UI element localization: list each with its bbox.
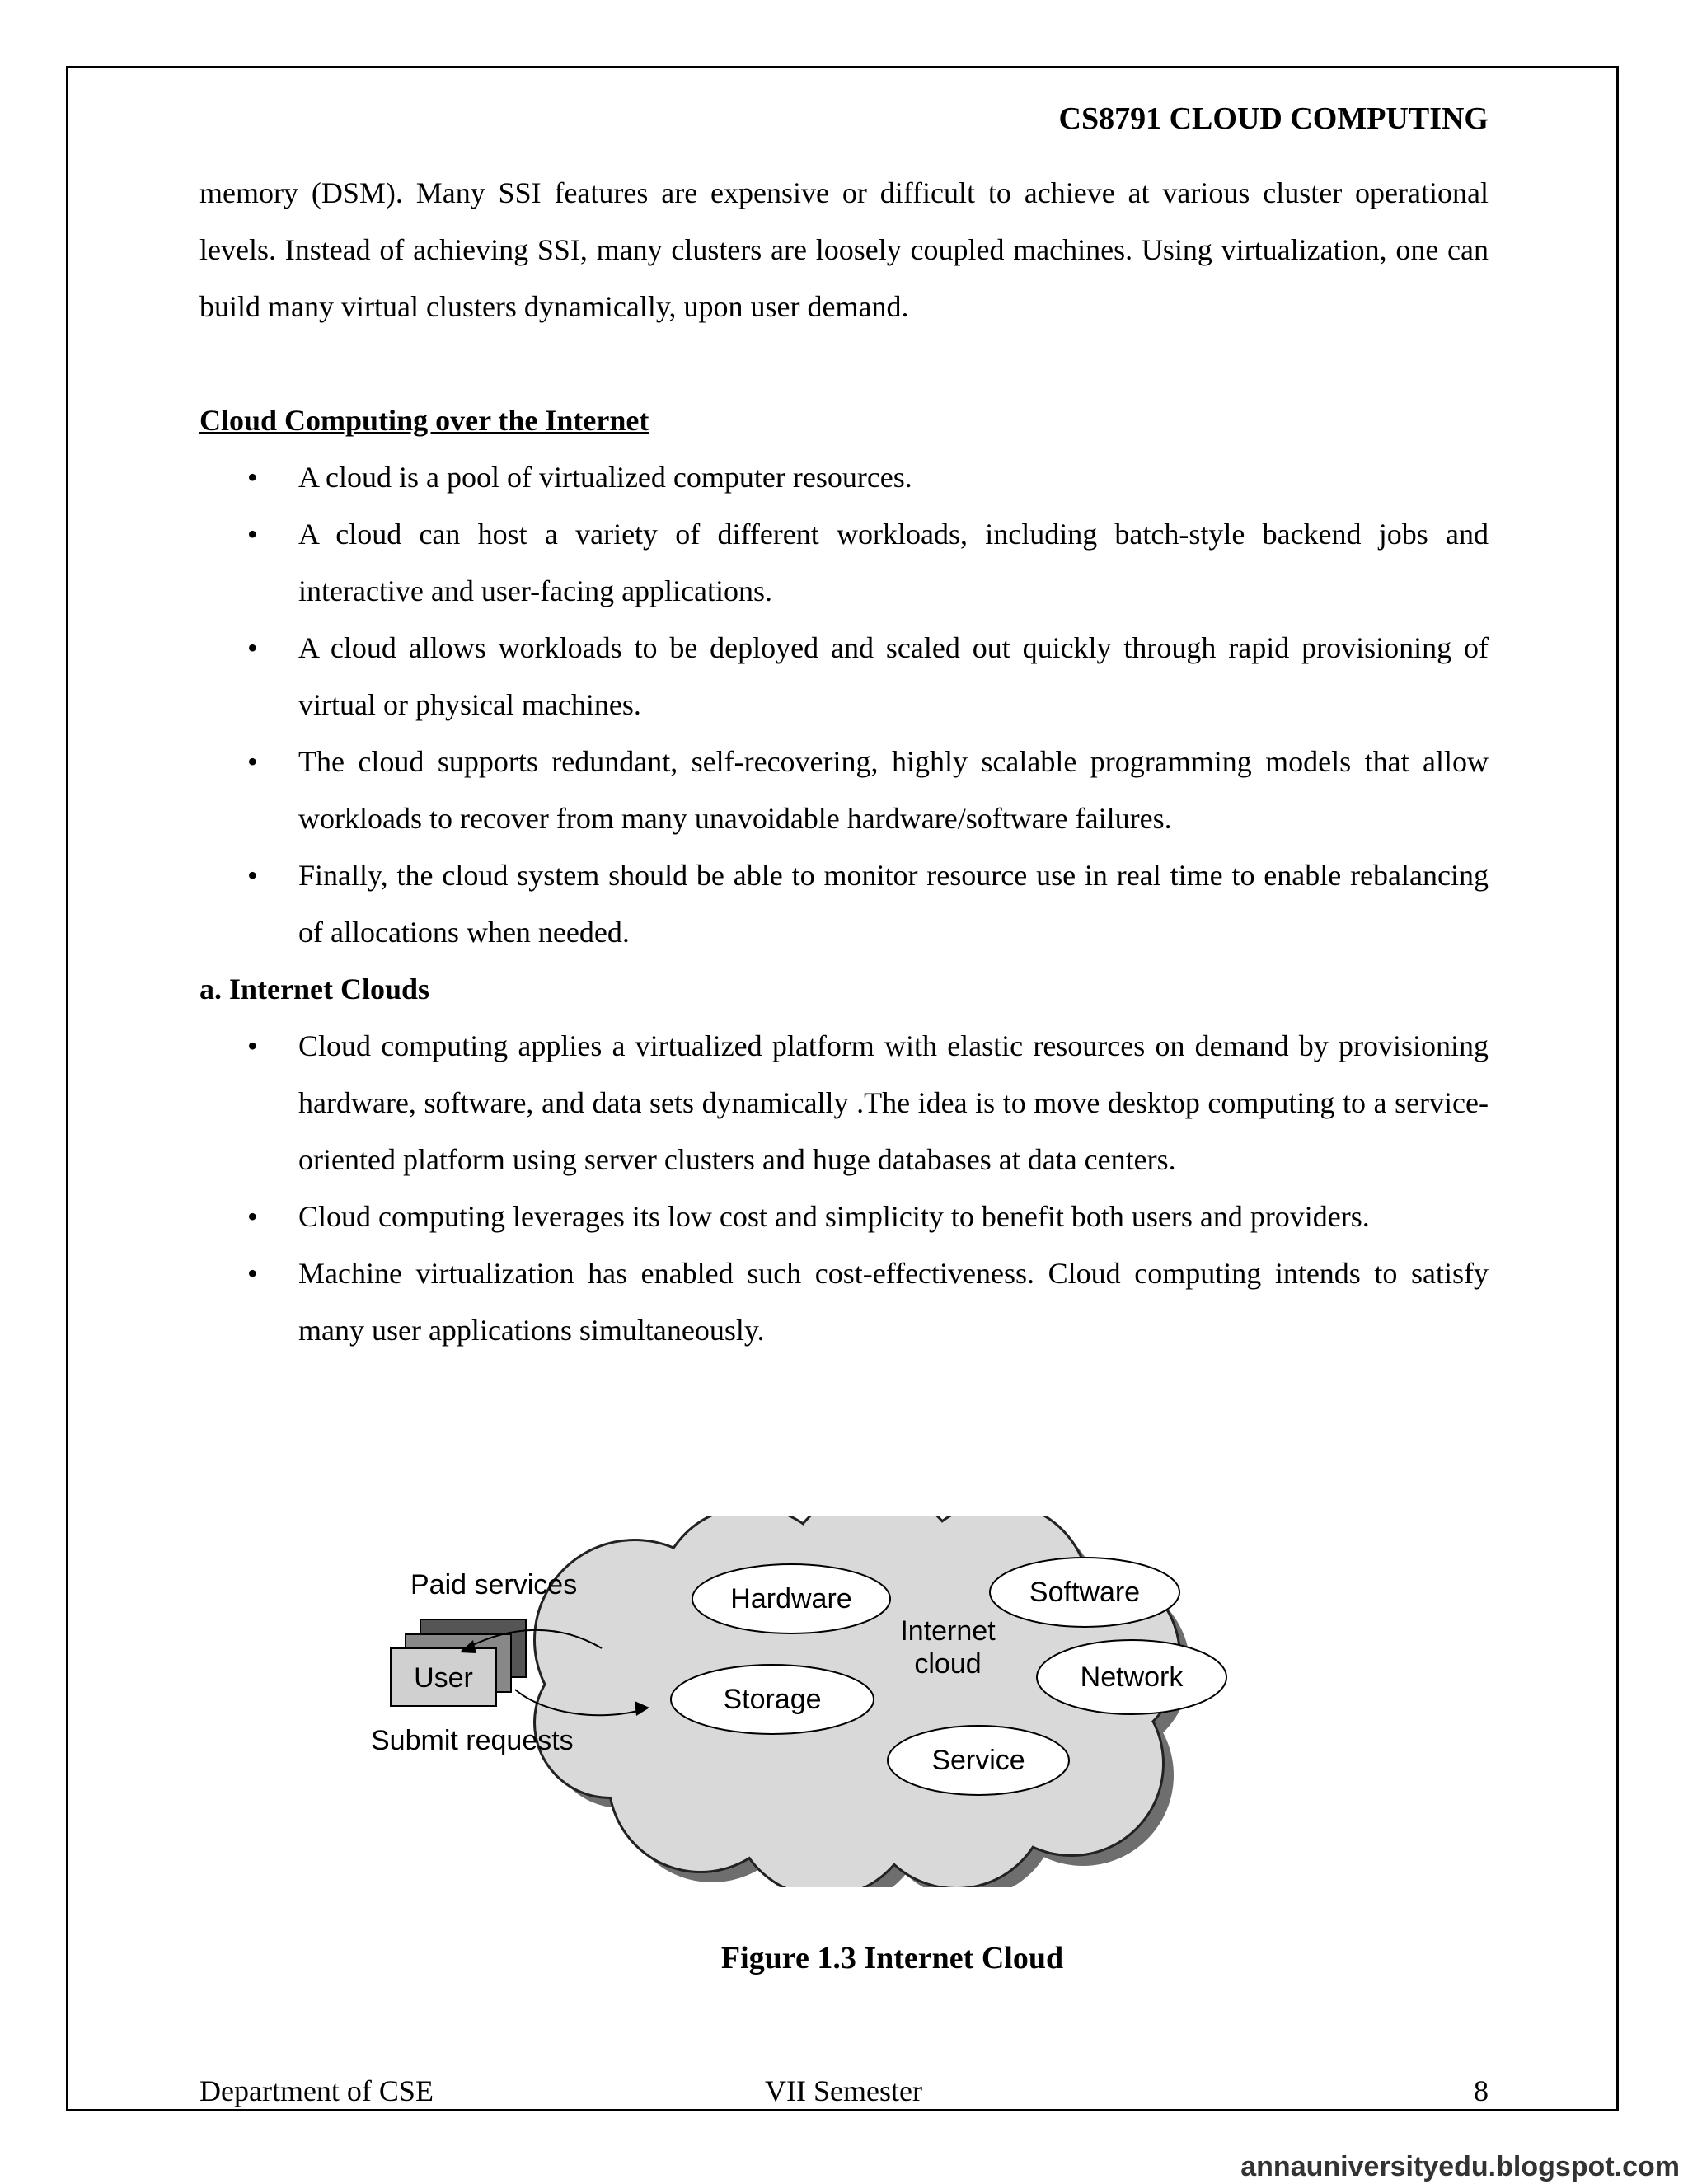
list-item: • Machine virtualization has enabled such cost-effectiveness. Cloud computing intends to satisfy many user applications simultaneously. [199, 1245, 1489, 1359]
submit-requests-label: Submit requests [371, 1725, 574, 1756]
network-label: Network [1080, 1661, 1184, 1693]
list-item: • Cloud computing leverages its low cost and simplicity to benefit both users and providers. [199, 1188, 1489, 1245]
list-item: • The cloud supports redundant, self-recovering, highly scalable programming models that allow workloads to recover from many unavoidable hardware/software failures. [199, 733, 1489, 847]
figure-caption: Figure 1.3 Internet Cloud [720, 1941, 1064, 1975]
user-label: User [414, 1662, 473, 1694]
bullet-symbol: • [247, 631, 258, 664]
hardware-label: Hardware [730, 1583, 852, 1615]
list-item: • A cloud is a pool of virtualized computer resources. [199, 449, 1489, 506]
internet-cloud-label-line2: cloud [914, 1648, 982, 1680]
service-label: Service [931, 1745, 1025, 1776]
list-item: • A cloud can host a variety of different workloads, including batch-style backend jobs and interactive and user-facing applications. [199, 506, 1489, 620]
main-content [199, 165, 1489, 1359]
software-node [990, 1558, 1179, 1627]
list-item: • A cloud allows workloads to be deployed and scaled out quickly through rapid provisioning of virtual or physical machines. [199, 620, 1489, 733]
intro-paragraph: memory (DSM). Many SSI features are expensive or difficult to achieve at various cluster operational levels. Instead of achieving SSI, many clusters are loosely coupled machines. Using virtualization, one can build many virtual clusters dynamically, upon user demand. [199, 176, 1489, 323]
list-item: • Finally, the cloud system should be able to monitor resource use in real time to enable rebalancing of allocations when needed. [199, 847, 1489, 961]
software-label: Software [1029, 1577, 1141, 1608]
watermark-url: annauniversityedu.blogspot.com [1240, 2151, 1680, 2182]
bullet-symbol: • [247, 1029, 258, 1062]
paid-services-label: Paid services [410, 1569, 578, 1601]
storage-node [671, 1665, 874, 1734]
bullet-symbol: • [247, 1257, 258, 1290]
bullet-symbol: • [247, 461, 258, 494]
section1-bullet-list [199, 449, 1489, 961]
bullet-symbol: • [247, 859, 258, 892]
storage-label: Storage [723, 1684, 822, 1715]
hardware-node [692, 1564, 890, 1633]
service-node [888, 1726, 1069, 1795]
section2-bullet-list [199, 1018, 1489, 1359]
bullet-symbol: • [247, 745, 258, 778]
section-heading-cloud-computing: Cloud Computing over the Internet [199, 404, 649, 437]
bullet-symbol: • [247, 518, 258, 551]
internet-cloud-diagram [363, 1516, 1319, 1887]
footer-page-number: 8 [1474, 2074, 1489, 2107]
footer-department: Department of CSE [199, 2074, 434, 2107]
page-header-title: CS8791 CLOUD COMPUTING [1058, 101, 1489, 136]
section-heading-internet-clouds: a. Internet Clouds [199, 972, 430, 1005]
network-node [1037, 1640, 1226, 1714]
internet-cloud-label-line1: Internet [900, 1615, 996, 1647]
bullet-symbol: • [247, 1200, 258, 1233]
list-item: • Cloud computing applies a virtualized platform with elastic resources on demand by provisioning hardware, software, and data sets dynamically .The idea is to move desktop computing to a service-oriented platform using server clusters and huge databases at data centers. [199, 1018, 1489, 1188]
footer-semester: VII Semester [765, 2074, 922, 2107]
